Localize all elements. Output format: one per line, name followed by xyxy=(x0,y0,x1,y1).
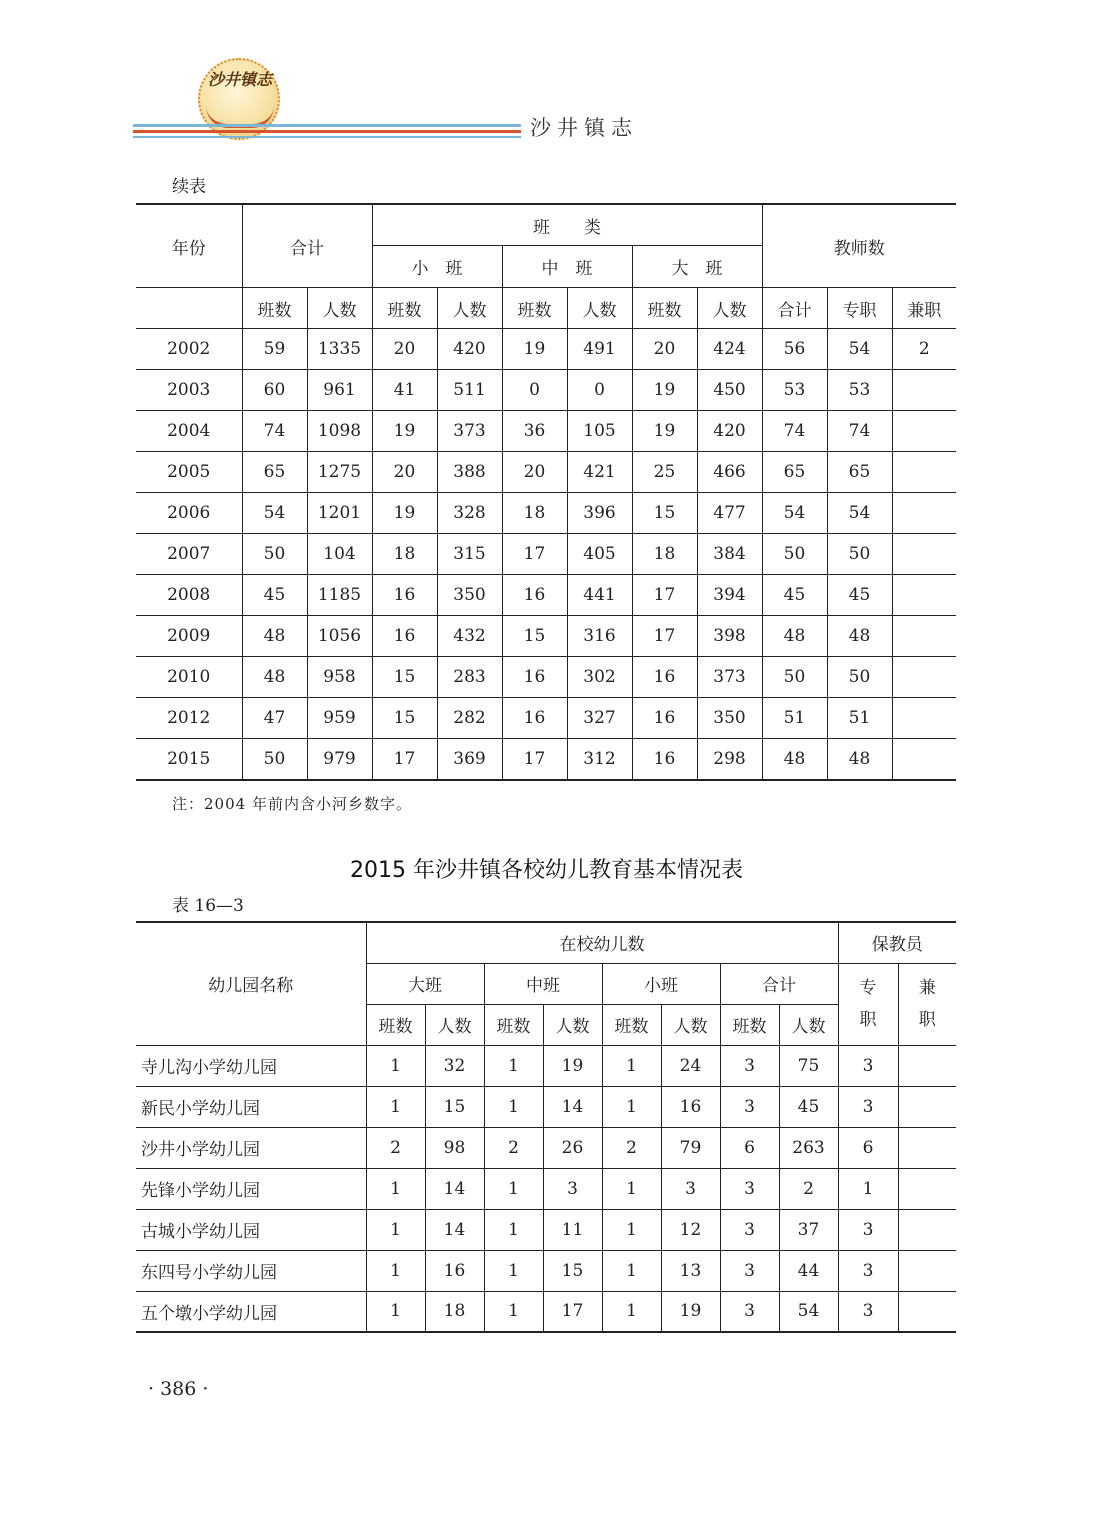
table-cell: 1 xyxy=(484,1250,543,1291)
table-cell: 53 xyxy=(827,370,892,411)
table-cell: 16 xyxy=(632,657,697,698)
table-row xyxy=(136,575,956,616)
table-cell: 6 xyxy=(838,1127,898,1168)
table-cell: 13 xyxy=(661,1250,720,1291)
table-cell: 1 xyxy=(366,1291,425,1332)
table-cell: 15 xyxy=(543,1250,602,1291)
table-cell: 388 xyxy=(437,452,502,493)
table-cell: 50 xyxy=(242,534,307,575)
table-cell: 50 xyxy=(827,534,892,575)
row-label: 2008 xyxy=(136,575,242,616)
header-middle-class: 中班 xyxy=(484,963,602,1004)
table-cell: 48 xyxy=(242,616,307,657)
header-kindergarten-name: 幼儿园名称 xyxy=(136,922,366,1045)
header-year-blank xyxy=(136,288,242,329)
table-cell: 315 xyxy=(437,534,502,575)
table-cell: 394 xyxy=(697,575,762,616)
table-cell: 3 xyxy=(720,1209,779,1250)
table-cell: 36 xyxy=(502,411,567,452)
table-cell: 74 xyxy=(762,411,827,452)
table-cell: 491 xyxy=(567,329,632,370)
table-cell: 959 xyxy=(307,698,372,739)
table-cell: 1 xyxy=(484,1168,543,1209)
header-classes: 班数 xyxy=(602,1004,661,1045)
header-people: 人数 xyxy=(779,1004,838,1045)
table-cell xyxy=(892,657,956,698)
table-cell: 3 xyxy=(838,1250,898,1291)
table1-caption: 续表 xyxy=(172,177,206,197)
row-label: 2007 xyxy=(136,534,242,575)
table-cell: 51 xyxy=(762,698,827,739)
header-classes: 班数 xyxy=(366,1004,425,1045)
header-full-time-a: 专 xyxy=(859,978,877,998)
table-cell: 65 xyxy=(762,452,827,493)
table-cell: 1 xyxy=(602,1291,661,1332)
table-cell: 48 xyxy=(762,739,827,780)
table-cell: 53 xyxy=(762,370,827,411)
table-cell: 98 xyxy=(425,1127,484,1168)
table-cell: 17 xyxy=(502,739,567,780)
header-big-class: 大 班 xyxy=(632,246,762,288)
table-cell: 19 xyxy=(661,1291,720,1332)
table-cell: 16 xyxy=(372,575,437,616)
table-cell: 1 xyxy=(602,1209,661,1250)
table-cell: 3 xyxy=(838,1209,898,1250)
table-cell: 18 xyxy=(632,534,697,575)
table-cell xyxy=(892,739,956,780)
table-row xyxy=(136,329,956,370)
table-cell: 3 xyxy=(720,1168,779,1209)
table-cell: 18 xyxy=(372,534,437,575)
header-full-time-b: 职 xyxy=(859,1010,877,1030)
row-label: 新民小学幼儿园 xyxy=(136,1086,366,1127)
header-total: 合计 xyxy=(242,204,372,288)
table-cell xyxy=(892,616,956,657)
row-label: 2015 xyxy=(136,739,242,780)
table-row xyxy=(136,698,956,739)
row-label: 2010 xyxy=(136,657,242,698)
table-cell: 15 xyxy=(372,698,437,739)
header-people: 人数 xyxy=(661,1004,720,1045)
row-label: 先锋小学幼儿园 xyxy=(136,1168,366,1209)
table-cell: 1335 xyxy=(307,329,372,370)
table-cell: 2 xyxy=(484,1127,543,1168)
table-cell: 50 xyxy=(827,657,892,698)
row-label: 2004 xyxy=(136,411,242,452)
table-cell: 16 xyxy=(425,1250,484,1291)
table-cell: 26 xyxy=(543,1127,602,1168)
row-label: 2012 xyxy=(136,698,242,739)
table-cell: 14 xyxy=(425,1168,484,1209)
table-cell: 48 xyxy=(827,616,892,657)
table-cell: 2 xyxy=(779,1168,838,1209)
header-teachers-part: 兼职 xyxy=(892,288,956,329)
table-cell: 16 xyxy=(502,657,567,698)
table-cell: 20 xyxy=(372,329,437,370)
table-cell: 54 xyxy=(242,493,307,534)
kindergarten-table xyxy=(136,921,956,1333)
table-row xyxy=(136,1086,956,1127)
table-cell: 1 xyxy=(366,1209,425,1250)
row-label: 沙井小学幼儿园 xyxy=(136,1127,366,1168)
header-classes: 班数 xyxy=(242,288,307,329)
table-cell: 45 xyxy=(762,575,827,616)
table-row xyxy=(136,739,956,780)
table-row xyxy=(136,1045,956,1086)
row-label: 2009 xyxy=(136,616,242,657)
table-cell: 424 xyxy=(697,329,762,370)
table-cell: 65 xyxy=(827,452,892,493)
table-cell: 18 xyxy=(502,493,567,534)
table-cell: 1275 xyxy=(307,452,372,493)
table-cell: 1185 xyxy=(307,575,372,616)
table-cell: 17 xyxy=(372,739,437,780)
header-year: 年份 xyxy=(136,204,242,288)
table-cell: 19 xyxy=(372,411,437,452)
header-in-school: 在校幼儿数 xyxy=(366,922,838,963)
table-cell: 6 xyxy=(720,1127,779,1168)
header-classes: 班数 xyxy=(372,288,437,329)
table-cell: 979 xyxy=(307,739,372,780)
table-cell: 19 xyxy=(502,329,567,370)
table-cell: 74 xyxy=(827,411,892,452)
table-row xyxy=(136,411,956,452)
table-cell: 298 xyxy=(697,739,762,780)
table-cell: 3 xyxy=(661,1168,720,1209)
table-cell: 16 xyxy=(372,616,437,657)
row-label: 2006 xyxy=(136,493,242,534)
header-rule-red xyxy=(133,130,521,133)
table-cell: 48 xyxy=(827,739,892,780)
table2-title: 2015 年沙井镇各校幼儿教育基本情况表 xyxy=(350,858,743,883)
header-people: 人数 xyxy=(543,1004,602,1045)
table-cell: 59 xyxy=(242,329,307,370)
table-cell: 56 xyxy=(762,329,827,370)
header-people: 人数 xyxy=(425,1004,484,1045)
table-row xyxy=(136,657,956,698)
table-cell: 75 xyxy=(779,1045,838,1086)
row-label: 五个墩小学幼儿园 xyxy=(136,1291,366,1332)
table-cell: 17 xyxy=(632,575,697,616)
row-label: 2005 xyxy=(136,452,242,493)
table-cell: 1 xyxy=(366,1168,425,1209)
table-cell: 1 xyxy=(602,1086,661,1127)
table-cell: 25 xyxy=(632,452,697,493)
row-label: 古城小学幼儿园 xyxy=(136,1209,366,1250)
header-classes: 班数 xyxy=(502,288,567,329)
table-cell: 45 xyxy=(242,575,307,616)
table-cell: 41 xyxy=(372,370,437,411)
table-cell: 1 xyxy=(602,1168,661,1209)
header-teachers-full: 专职 xyxy=(827,288,892,329)
table-cell: 79 xyxy=(661,1127,720,1168)
page-header xyxy=(0,0,1093,150)
table-cell: 50 xyxy=(762,534,827,575)
row-label: 2002 xyxy=(136,329,242,370)
table-cell: 20 xyxy=(502,452,567,493)
logo-text: 沙井镇志 xyxy=(208,70,273,89)
table-cell: 477 xyxy=(697,493,762,534)
table-cell: 14 xyxy=(425,1209,484,1250)
table-cell: 19 xyxy=(632,411,697,452)
table-cell: 420 xyxy=(437,329,502,370)
table-cell: 54 xyxy=(762,493,827,534)
table-cell: 16 xyxy=(632,739,697,780)
table-cell xyxy=(898,1209,956,1250)
table-cell: 11 xyxy=(543,1209,602,1250)
table-cell: 105 xyxy=(567,411,632,452)
header-small-class: 小 班 xyxy=(372,246,502,288)
table-row xyxy=(136,1209,956,1250)
table-row xyxy=(136,1168,956,1209)
table-cell: 373 xyxy=(437,411,502,452)
table-cell: 405 xyxy=(567,534,632,575)
table-cell: 1 xyxy=(366,1045,425,1086)
table-row xyxy=(136,1291,956,1332)
table-cell: 15 xyxy=(632,493,697,534)
table-cell: 20 xyxy=(372,452,437,493)
table-cell: 398 xyxy=(697,616,762,657)
row-label: 东四号小学幼儿园 xyxy=(136,1250,366,1291)
page-number: · 386 · xyxy=(148,1378,209,1400)
table-cell: 1 xyxy=(602,1045,661,1086)
table-cell: 45 xyxy=(779,1086,838,1127)
table-cell: 1 xyxy=(366,1086,425,1127)
table-cell: 48 xyxy=(762,616,827,657)
table-cell: 17 xyxy=(632,616,697,657)
table-cell: 3 xyxy=(720,1250,779,1291)
table-cell xyxy=(892,575,956,616)
table-cell xyxy=(892,534,956,575)
table-row xyxy=(136,1250,956,1291)
table-cell: 12 xyxy=(661,1209,720,1250)
table-cell: 45 xyxy=(827,575,892,616)
table-cell: 74 xyxy=(242,411,307,452)
table-cell: 373 xyxy=(697,657,762,698)
table-cell: 421 xyxy=(567,452,632,493)
table-cell: 0 xyxy=(567,370,632,411)
table-cell: 47 xyxy=(242,698,307,739)
table-cell: 312 xyxy=(567,739,632,780)
table-row xyxy=(136,1127,956,1168)
table-cell: 14 xyxy=(543,1086,602,1127)
table-cell: 327 xyxy=(567,698,632,739)
table-cell: 302 xyxy=(567,657,632,698)
header-rule-blue xyxy=(133,124,521,127)
table-row xyxy=(136,452,956,493)
header-people: 人数 xyxy=(697,288,762,329)
table-cell: 1056 xyxy=(307,616,372,657)
table-cell: 0 xyxy=(502,370,567,411)
table-cell: 3 xyxy=(838,1045,898,1086)
table-cell: 17 xyxy=(543,1291,602,1332)
table-cell: 1 xyxy=(484,1291,543,1332)
header-middle-class: 中 班 xyxy=(502,246,632,288)
table-cell: 50 xyxy=(242,739,307,780)
table-cell: 17 xyxy=(502,534,567,575)
table-cell: 48 xyxy=(242,657,307,698)
table-cell: 316 xyxy=(567,616,632,657)
table-cell xyxy=(892,493,956,534)
header-part-time xyxy=(898,963,956,1045)
header-teachers: 教师数 xyxy=(762,204,956,288)
table-cell: 15 xyxy=(425,1086,484,1127)
table-cell: 44 xyxy=(779,1250,838,1291)
header-classes: 班数 xyxy=(484,1004,543,1045)
table-cell: 1 xyxy=(838,1168,898,1209)
table-cell: 2 xyxy=(366,1127,425,1168)
table-row xyxy=(136,534,956,575)
table-cell: 3 xyxy=(838,1086,898,1127)
table-cell xyxy=(898,1127,956,1168)
table-cell xyxy=(898,1250,956,1291)
table-cell: 3 xyxy=(720,1291,779,1332)
table-cell: 420 xyxy=(697,411,762,452)
table-cell: 19 xyxy=(543,1045,602,1086)
table-cell: 511 xyxy=(437,370,502,411)
header-people: 人数 xyxy=(307,288,372,329)
table-cell: 283 xyxy=(437,657,502,698)
table-cell: 369 xyxy=(437,739,502,780)
table-cell xyxy=(898,1291,956,1332)
table-cell: 2 xyxy=(892,329,956,370)
enrollment-table-body xyxy=(136,329,956,780)
table-cell xyxy=(898,1086,956,1127)
table-cell: 50 xyxy=(762,657,827,698)
row-label: 寺儿沟小学幼儿园 xyxy=(136,1045,366,1086)
header-title: 沙井镇志 xyxy=(530,116,638,140)
header-total: 合计 xyxy=(720,963,838,1004)
table-cell: 16 xyxy=(502,698,567,739)
table-cell: 18 xyxy=(425,1291,484,1332)
table-cell: 1 xyxy=(484,1086,543,1127)
header-people: 人数 xyxy=(567,288,632,329)
table-cell: 1098 xyxy=(307,411,372,452)
table-cell: 19 xyxy=(632,370,697,411)
table-cell: 350 xyxy=(437,575,502,616)
table1-note: 注：2004 年前内含小河乡数字。 xyxy=(172,795,412,813)
table-cell: 15 xyxy=(502,616,567,657)
table-cell: 3 xyxy=(720,1045,779,1086)
table-row xyxy=(136,493,956,534)
table-cell: 432 xyxy=(437,616,502,657)
table-cell: 24 xyxy=(661,1045,720,1086)
header-full-time xyxy=(838,963,898,1045)
table-cell xyxy=(892,698,956,739)
table-cell: 350 xyxy=(697,698,762,739)
header-small-class: 小班 xyxy=(602,963,720,1004)
table-cell xyxy=(892,411,956,452)
table-row xyxy=(136,370,956,411)
table-cell: 1 xyxy=(602,1250,661,1291)
table-cell: 958 xyxy=(307,657,372,698)
book-logo xyxy=(198,58,280,140)
header-big-class: 大班 xyxy=(366,963,484,1004)
header-part-time-b: 职 xyxy=(918,1010,936,1030)
table-cell: 466 xyxy=(697,452,762,493)
table-cell: 16 xyxy=(661,1086,720,1127)
header-classes: 班数 xyxy=(720,1004,779,1045)
table-cell: 65 xyxy=(242,452,307,493)
table-cell: 328 xyxy=(437,493,502,534)
header-part-time-a: 兼 xyxy=(918,978,936,998)
table-cell: 441 xyxy=(567,575,632,616)
table-cell: 396 xyxy=(567,493,632,534)
table-cell: 1201 xyxy=(307,493,372,534)
table-cell: 263 xyxy=(779,1127,838,1168)
header-rule-blue-bottom xyxy=(133,136,521,138)
table-cell: 60 xyxy=(242,370,307,411)
table-cell: 104 xyxy=(307,534,372,575)
table-cell: 51 xyxy=(827,698,892,739)
header-teachers-total: 合计 xyxy=(762,288,827,329)
table-cell: 450 xyxy=(697,370,762,411)
table-cell: 19 xyxy=(372,493,437,534)
table-cell: 20 xyxy=(632,329,697,370)
table-cell: 282 xyxy=(437,698,502,739)
table-cell xyxy=(898,1045,956,1086)
table-cell: 3 xyxy=(720,1086,779,1127)
table-cell xyxy=(898,1168,956,1209)
table-cell: 1 xyxy=(484,1209,543,1250)
header-classes: 班数 xyxy=(632,288,697,329)
table-cell: 3 xyxy=(543,1168,602,1209)
table-cell: 16 xyxy=(632,698,697,739)
table-cell: 961 xyxy=(307,370,372,411)
table-cell: 32 xyxy=(425,1045,484,1086)
table-cell: 16 xyxy=(502,575,567,616)
table-cell: 384 xyxy=(697,534,762,575)
table-cell: 3 xyxy=(838,1291,898,1332)
header-class-type: 班 类 xyxy=(372,204,762,246)
header-people: 人数 xyxy=(437,288,502,329)
kindergarten-table-body xyxy=(136,1045,956,1332)
header-caregivers: 保教员 xyxy=(838,922,956,963)
table-row xyxy=(136,616,956,657)
table-cell: 54 xyxy=(827,493,892,534)
row-label: 2003 xyxy=(136,370,242,411)
table-cell xyxy=(892,370,956,411)
table-cell: 1 xyxy=(484,1045,543,1086)
enrollment-table xyxy=(136,203,956,781)
table-cell xyxy=(892,452,956,493)
table-cell: 37 xyxy=(779,1209,838,1250)
table-cell: 54 xyxy=(779,1291,838,1332)
table-cell: 54 xyxy=(827,329,892,370)
table-cell: 2 xyxy=(602,1127,661,1168)
table-cell: 15 xyxy=(372,657,437,698)
table-cell: 1 xyxy=(366,1250,425,1291)
table2-caption: 表 16—3 xyxy=(172,896,244,916)
